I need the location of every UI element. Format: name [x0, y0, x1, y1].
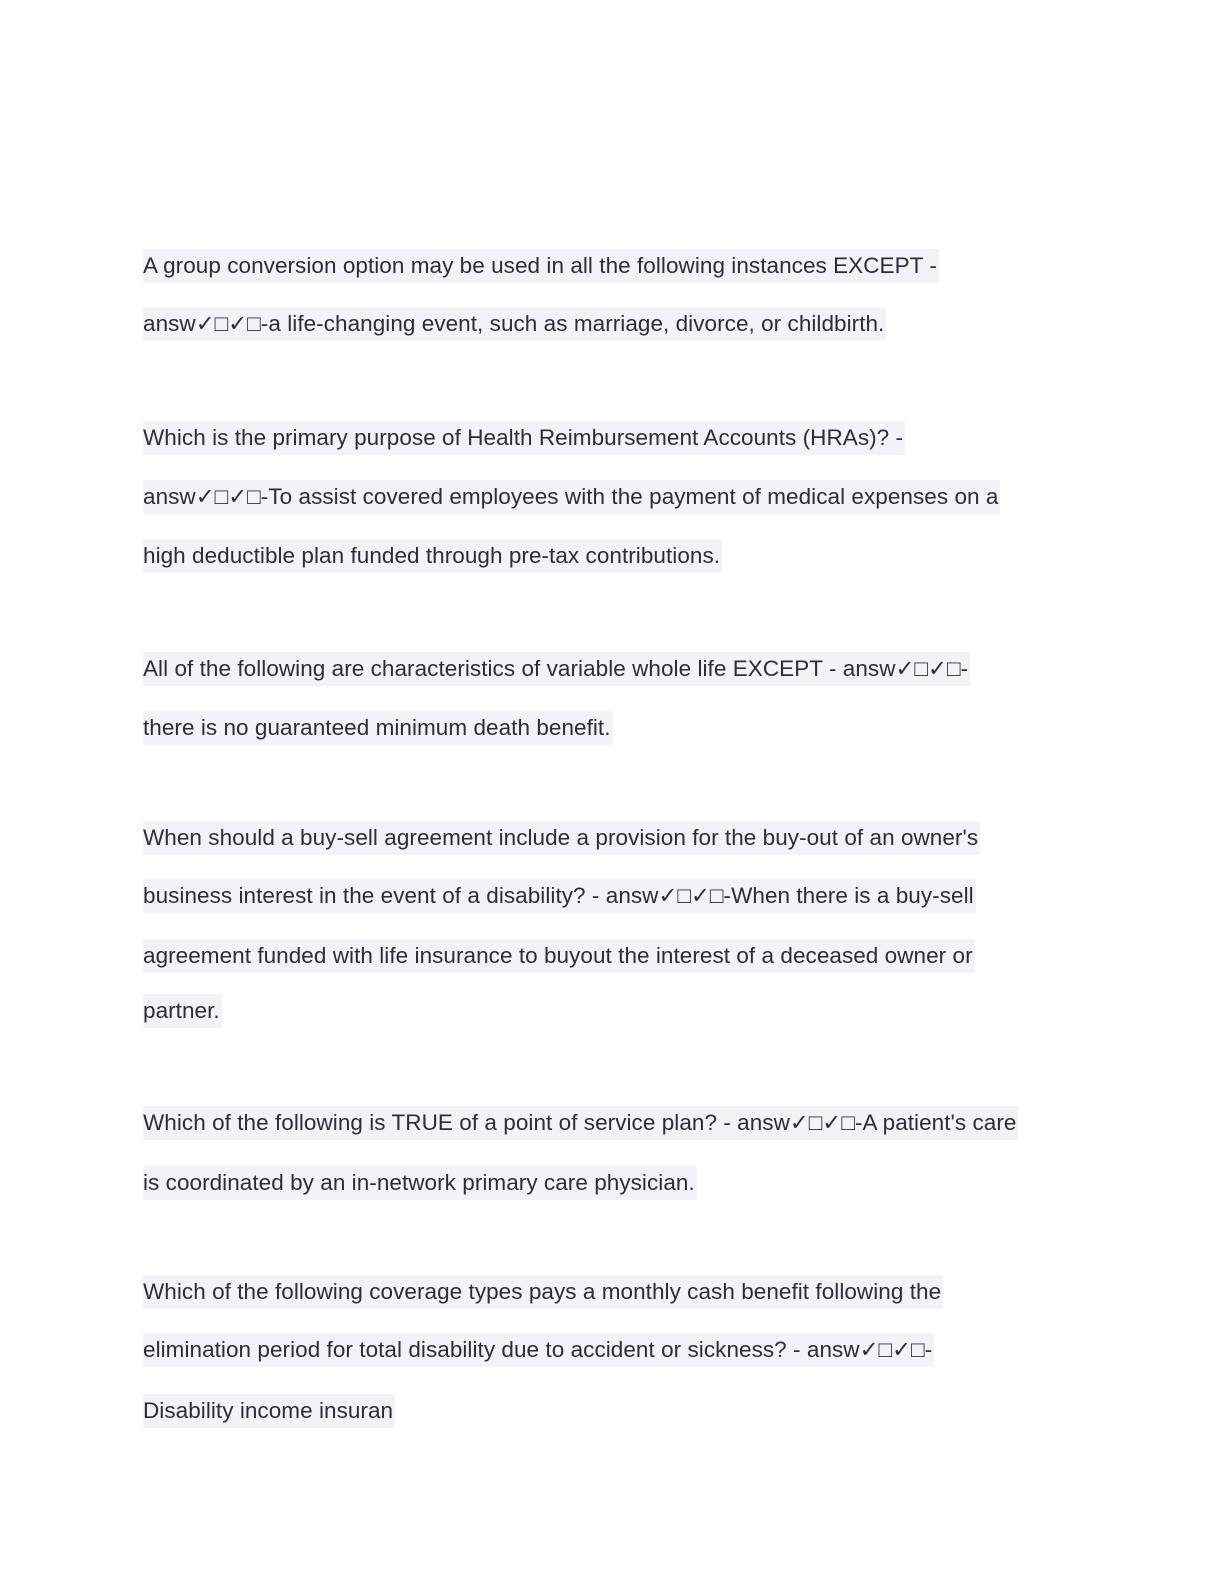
text-line: answ✓□✓□-a life-changing event, such as marriage, divorce, or childbirth.: [143, 307, 886, 341]
text-line: All of the following are characteristics of variable whole life EXCEPT - answ✓□✓□-: [143, 652, 970, 686]
text-line: business interest in the event of a disability? - answ✓□✓□-When there is a buy-sell: [143, 879, 976, 913]
text-line: Which of the following coverage types pays a monthly cash benefit following the: [143, 1275, 943, 1309]
text-line: When should a buy-sell agreement include a provision for the buy-out of an owner's: [143, 821, 980, 855]
text-line: partner.: [143, 994, 222, 1028]
text-line: answ✓□✓□-To assist covered employees with the payment of medical expenses on a: [143, 480, 1000, 514]
text-line: A group conversion option may be used in all the following instances EXCEPT -: [143, 249, 939, 283]
text-line: there is no guaranteed minimum death benefit.: [143, 711, 613, 745]
text-line: high deductible plan funded through pre-tax contributions.: [143, 539, 722, 573]
text-line: agreement funded with life insurance to buyout the interest of a deceased owner or: [143, 939, 975, 973]
text-line: Which is the primary purpose of Health Reimbursement Accounts (HRAs)? -: [143, 421, 905, 455]
text-line: Disability income insuran: [143, 1394, 395, 1428]
text-line: elimination period for total disability due to accident or sickness? - answ✓□✓□-: [143, 1333, 934, 1367]
text-line: Which of the following is TRUE of a point of service plan? - answ✓□✓□-A patient's care: [143, 1106, 1018, 1140]
text-line: is coordinated by an in-network primary care physician.: [143, 1166, 697, 1200]
